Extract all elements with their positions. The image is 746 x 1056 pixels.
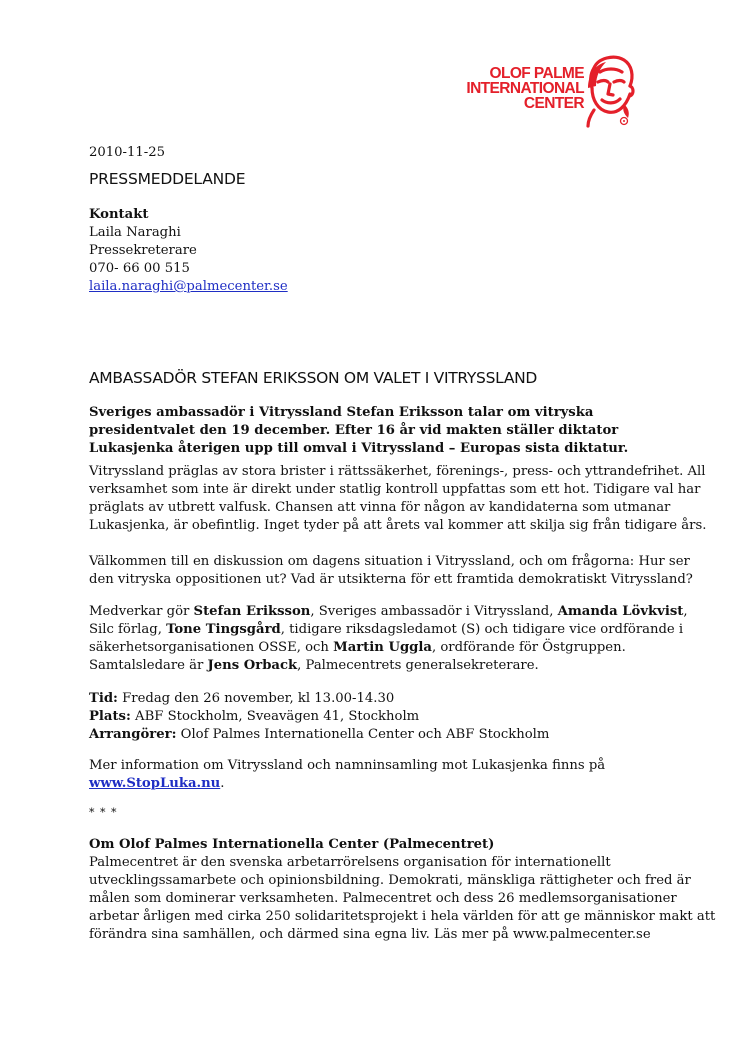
about-heading: Om Olof Palmes Internationella Center (Palmecentret) — [89, 837, 495, 852]
event-organizers: Arrangörer: Olof Palmes Internationella Center och ABF Stockholm — [89, 727, 550, 742]
palme-center-logo — [462, 52, 638, 132]
logo-text — [466, 66, 584, 111]
more-info: Mer information om Vitryssland och namninsamling mot Lukasjenka finns på www.StopLuka.nu. — [89, 758, 606, 791]
lead-paragraph: Sveriges ambassadör i Vitryssland Stefan Eriksson talar om vitryska presidentvalet den 19 december. Efter 16 år vid makten ställer diktator Lukasjenka återigen upp till omval i Vitryssland – Europas sista diktatur. — [89, 405, 629, 456]
document-type-title: PRESSMEDDELANDE — [89, 170, 246, 188]
participant-name: Amanda Lövkvist — [557, 604, 684, 619]
stopluka-link[interactable]: www.StopLuka.nu — [89, 776, 221, 791]
olof-palme-portrait-icon — [580, 52, 638, 128]
logo-line-1: OLOF PALME — [489, 65, 584, 82]
logo-line-2: INTERNATIONAL — [466, 80, 584, 97]
release-date: 2010-11-25 — [89, 145, 166, 160]
participant-name: Tone Tingsgård — [166, 622, 281, 637]
paragraph-participants: Medverkar gör Stefan Eriksson, Sveriges ambassadör i Vitryssland, Amanda Lövkvist, Silc förlag, Tone Tingsgård, tidigare riksdagsledamot (S) och tidigare vice ordförande i säkerhetsorganisationen OSSE, och Martin Uggla, ordförande för Östgruppen. Samtalsledare är Jens Orback, Palmecentrets generalsekreterare. — [89, 604, 688, 673]
contact-role: Pressekreterare — [89, 243, 197, 258]
contact-heading: Kontakt — [89, 207, 149, 222]
separator: * * * — [89, 806, 118, 819]
event-details — [89, 690, 659, 744]
contact-name: Laila Naraghi — [89, 225, 181, 240]
contact-block — [89, 206, 288, 296]
about-palmecenter: Om Olof Palmes Internationella Center (Palmecentret) Palmecentret är den svenska arbetarrörelsens organisation för internationellt utvecklingssamarbete och opinionsbildning. Demokrati, mänskliga rättigheter och fred är målen som dominerar verksamheten. Palmecentret och dess 26 medlemsorganisationer arbetar årligen med cirka 250 solidaritetsprojekt i hela världen för att ge människor makt att förändra sina samhällen, och därmed sina egna liv. Läs mer på www.palmecenter.se — [89, 837, 716, 942]
participant-name: Martin Uggla — [333, 640, 432, 655]
contact-email-link[interactable]: laila.naraghi@palmecenter.se — [89, 279, 288, 294]
logo-line-3: CENTER — [523, 95, 584, 112]
paragraph-situation: Vitryssland präglas av stora brister i rättssäkerhet, förenings-, press- och yttrandefrihet. All verksamhet som inte är direkt under statlig kontroll uppfattas som ett hot. Tidigare val har präglats av utbrett valfusk. Chansen att vinna för någon av kandidaterna som utmanar Lukasjenka, är obefintlig. Inget tyder på att årets val kommer att skilja sig från tidigare års. — [89, 464, 707, 533]
paragraph-welcome: Välkommen till en diskussion om dagens situation i Vitryssland, och om frågorna: Hur ser den vitryska oppositionen ut? Vad är utsikterna för ett framtida demokratiskt Vitryssland? — [89, 554, 693, 587]
headline: AMBASSADÖR STEFAN ERIKSSON OM VALET I VITRYSSLAND — [89, 369, 538, 387]
event-time: Tid: Fredag den 26 november, kl 13.00-14.30 — [89, 691, 395, 706]
event-place: Plats: ABF Stockholm, Sveavägen 41, Stockholm — [89, 709, 420, 724]
participant-name: Stefan Eriksson — [193, 604, 311, 619]
contact-phone: 070- 66 00 515 — [89, 261, 190, 276]
moderator-name: Jens Orback — [207, 658, 298, 673]
